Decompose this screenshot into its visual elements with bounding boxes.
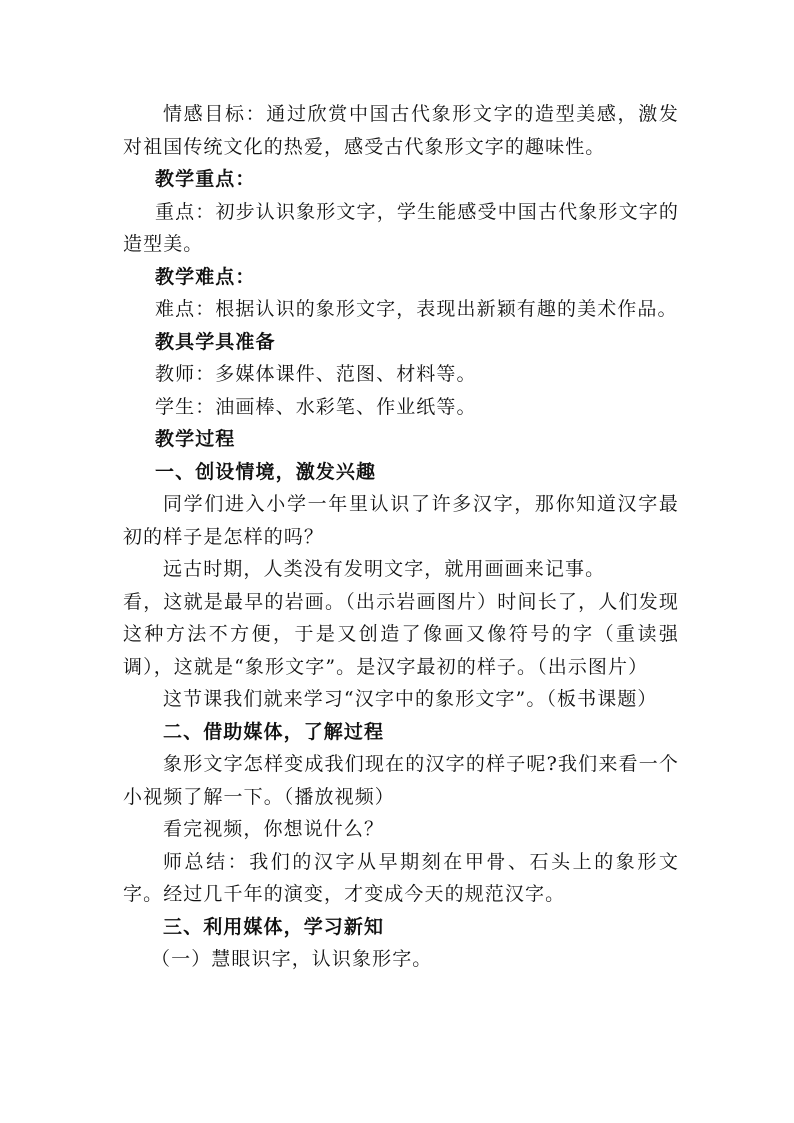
paragraph-rock-painting: 看，这就是最早的岩画。（出示岩画图片）时间长了，人们发现这种方法不方便，于是又创造了像画又像符号的字（重读强调），这就是“象形文字”。是汉字最初的样子。（出示图片）: [123, 590, 679, 678]
heading-section-three: 三、利用媒体，学习新知: [163, 915, 385, 938]
paragraph-difficulty: 难点：根据认识的象形文字，表现出新颖有趣的美术作品。: [155, 298, 678, 320]
document-page: [123, 98, 679, 976]
heading-teaching-focus: 教学重点：: [155, 168, 256, 190]
paragraph-after-video: 看完视频，你想说什么？: [163, 818, 385, 840]
paragraph-ancient-times: 远古时期，人类没有发明文字，就用画画来记事。: [163, 558, 606, 580]
paragraph-focus: 重点：初步认识象形文字，学生能感受中国古代象形文字的造型美。: [123, 200, 679, 255]
paragraph-student-materials: 学生：油画棒、水彩笔、作业纸等。: [155, 395, 477, 418]
heading-teaching-process: 教学过程: [155, 428, 236, 450]
paragraph-subsection-one: （一）慧眼识字，认识象形字。: [151, 948, 433, 970]
paragraph-emotion-goal: 情感目标：通过欣赏中国古代象形文字的造型美感，激发对祖国传统文化的热爱，感受古代象形文字的趣味性。: [123, 103, 679, 158]
paragraph-teacher-materials: 教师：多媒体课件、范图、材料等。: [155, 363, 477, 385]
heading-section-one: 一、创设情境，激发兴趣: [155, 460, 377, 483]
heading-materials: 教具学具准备: [155, 330, 276, 353]
heading-section-two: 二、借助媒体，了解过程: [163, 720, 385, 743]
paragraph-video-intro: 象形文字怎样变成我们现在的汉字的样子呢?我们来看一个小视频了解一下。（播放视频）: [123, 753, 679, 808]
heading-teaching-difficulty: 教学难点：: [155, 265, 256, 288]
paragraph-intro-question: 同学们进入小学一年里认识了许多汉字，那你知道汉字最初的样子是怎样的吗？: [123, 493, 679, 548]
paragraph-lesson-topic: 这节课我们就来学习“汉字中的象形文字”。（板书课题）: [163, 688, 658, 710]
paragraph-teacher-summary: 师总结：我们的汉字从早期刻在甲骨、石头上的象形文字。经过几千年的演变，才变成今天的规范汉字。: [123, 850, 679, 905]
